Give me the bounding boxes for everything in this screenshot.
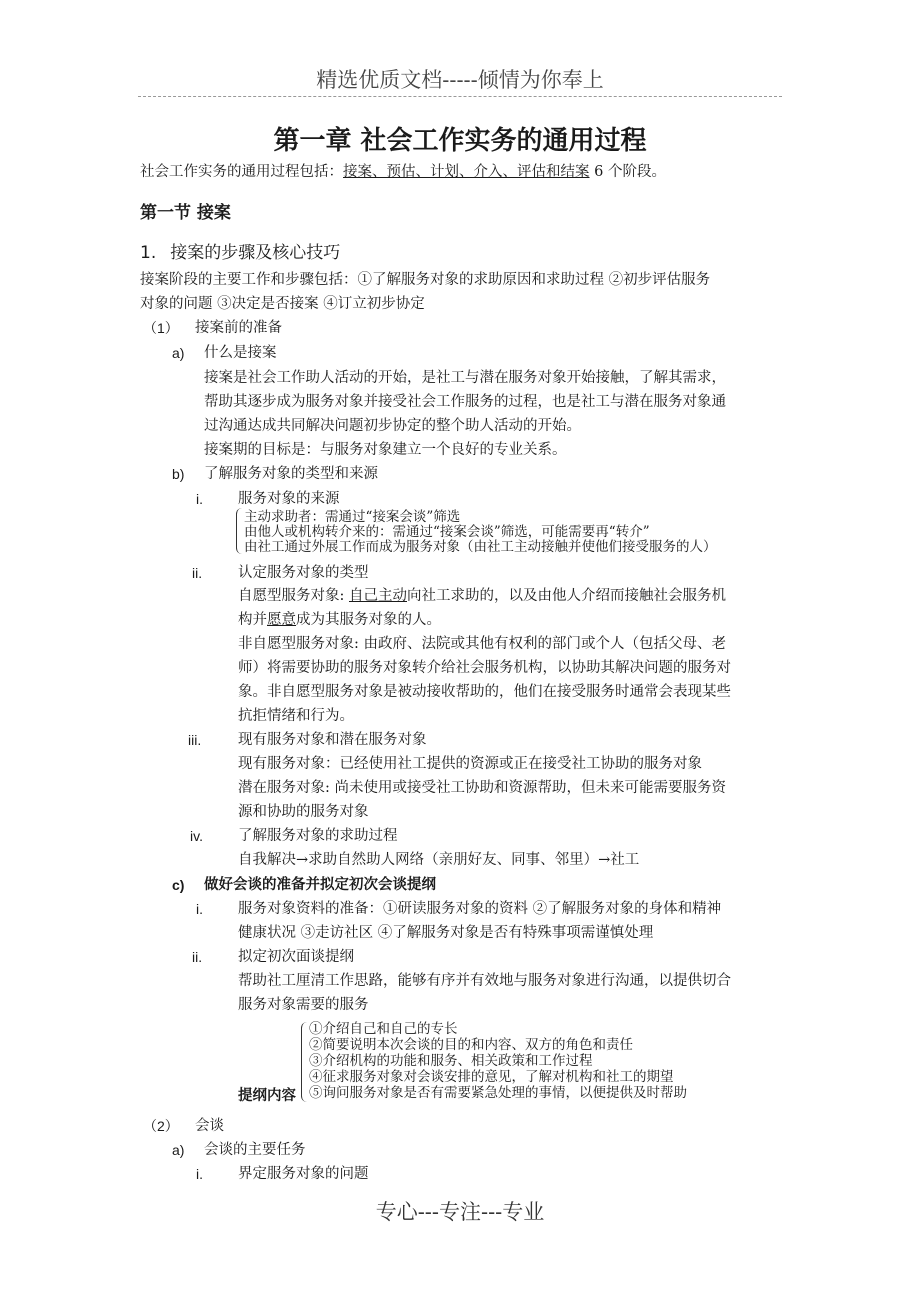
outline-label: 提纲内容 <box>238 1088 296 1104</box>
involuntary-line-3: 象。非自愿型服务对象是被动接收帮助的，他们在接受服务时通常会表现某些 <box>238 684 731 700</box>
part-2-title: 会谈 <box>195 1118 224 1134</box>
sources-brace <box>236 508 244 554</box>
voluntary-line-2 <box>238 608 441 632</box>
item-c-ii-line-1: 帮助社工厘清工作思路，能够有序并有效地与服务对象进行沟通，以提供切合 <box>238 973 731 989</box>
item-c-i-line-2: 健康状况 ③走访社区 ④了解服务对象是否有特殊事项需谨慎处理 <box>238 925 654 941</box>
item-b-iv-title: 了解服务对象的求助过程 <box>238 828 398 844</box>
section-title: 第一节 接案 <box>140 203 231 223</box>
item-c-ii-line-2: 服务对象需要的服务 <box>238 997 369 1013</box>
item-a2-i-marker: i. <box>196 1166 203 1182</box>
potential-client-line-1: 潜在服务对象: 尚未使用或接受社工协助和资源帮助，但未来可能需要服务资 <box>238 780 726 796</box>
voluntary-underline-1: 自己主动 <box>349 588 407 604</box>
item-c-i-marker: i. <box>196 901 203 917</box>
voluntary-line-1 <box>238 584 726 608</box>
intro-suffix: 6 个阶段。 <box>589 164 666 180</box>
voluntary-text-1: 向社工求助的，以及由他人介绍而接触社会服务机 <box>407 588 726 604</box>
chapter-title: 第一章 社会工作实务的通用过程 <box>273 126 647 156</box>
item-b-iv-marker: iv. <box>190 828 203 844</box>
item-a2-i-title: 界定服务对象的问题 <box>238 1166 369 1182</box>
subsection-number: 1. <box>140 243 157 263</box>
intro-stages: 接案、预估、计划、介入、评估和结案 <box>343 164 590 180</box>
outline-item-4: ④征求服务对象对会谈安排的意见，了解对机构和社工的期望 <box>309 1069 674 1085</box>
item-b-title: 了解服务对象的类型和来源 <box>204 466 378 482</box>
subsection-title <box>140 238 340 263</box>
outline-item-2: ②简要说明本次会谈的目的和内容、双方的角色和责任 <box>309 1037 633 1053</box>
voluntary-underline-2: 愿意 <box>267 612 296 628</box>
item-c-ii-title: 拟定初次面谈提纲 <box>238 949 354 965</box>
part-1-title: 接案前的准备 <box>195 320 282 336</box>
item-a-goal: 接案期的目标是：与服务对象建立一个良好的专业关系。 <box>204 442 567 458</box>
intro-prefix: 社会工作实务的通用过程包括： <box>140 164 343 180</box>
current-client-line: 现有服务对象：已经使用社工提供的资源或正在接受社工协助的服务对象 <box>238 756 702 772</box>
outline-item-3: ③介绍机构的功能和服务、相关政策和工作过程 <box>309 1053 593 1069</box>
item-a-marker: a) <box>172 345 185 361</box>
item-c-marker: c) <box>172 877 185 893</box>
item-a2-title: 会谈的主要任务 <box>204 1142 306 1158</box>
item-a-line-1: 接案是社会工作助人活动的开始，是社工与潜在服务对象开始接触，了解其需求， <box>204 370 726 386</box>
outline-item-5: ⑤询问服务对象是否有需要紧急处理的事情，以便提供及时帮助 <box>309 1085 687 1101</box>
page-footer: 专心---专注---专业 <box>375 1200 545 1224</box>
subsection-label: 接案的步骤及核心技巧 <box>170 243 341 263</box>
potential-client-line-2: 源和协助的服务对象 <box>238 804 369 820</box>
item-a2-marker: a) <box>172 1142 185 1158</box>
item-a-line-2: 帮助其逐步成为服务对象并接受社会工作服务的过程，也是社工与潜在服务对象通 <box>204 394 726 410</box>
item-c-ii-marker: ii. <box>192 949 203 965</box>
item-b-iii-marker: iii. <box>188 732 202 748</box>
voluntary-text-2b: 成为其服务对象的人。 <box>296 612 441 628</box>
voluntary-label: 自愿型服务对象: <box>238 588 349 604</box>
header-divider <box>138 96 782 97</box>
source-item-3: 由社工通过外展工作而成为服务对象（由社工主动接触并使他们接受服务的人） <box>244 539 717 555</box>
item-b-ii-title: 认定服务对象的类型 <box>238 565 369 581</box>
item-b-ii-marker: ii. <box>192 565 203 581</box>
involuntary-line-4: 抗拒情绪和行为。 <box>238 708 354 724</box>
voluntary-text-2a: 构并 <box>238 612 267 628</box>
steps-line-2: 对象的问题 ③决定是否接案 ④订立初步协定 <box>140 296 425 312</box>
source-item-1: 主动求助者：需通过“接案会谈”筛选 <box>244 509 461 525</box>
part-2-number: （2） <box>143 1118 179 1134</box>
item-b-marker: b) <box>172 466 185 482</box>
outline-brace <box>301 1022 309 1102</box>
intro-paragraph <box>140 160 666 184</box>
steps-line-1: 接案阶段的主要工作和步骤包括：①了解服务对象的求助原因和求助过程 ②初步评估服务 <box>140 272 711 288</box>
item-b-i-marker: i. <box>196 491 203 507</box>
item-a-line-3: 过沟通达成共同解决问题初步协定的整个助人活动的开始。 <box>204 418 581 434</box>
item-c-i-line-1: 服务对象资料的准备：①研读服务对象的资料 ②了解服务对象的身体和精神 <box>238 901 722 917</box>
involuntary-line-1: 非自愿型服务对象: 由政府、法院或其他有权利的部门或个人（包括父母、老 <box>238 636 726 652</box>
part-1-number: （1） <box>143 320 179 336</box>
item-c-title: 做好会谈的准备并拟定初次会谈提纲 <box>204 877 436 893</box>
item-b-i-title: 服务对象的来源 <box>238 491 340 507</box>
item-b-iii-title: 现有服务对象和潜在服务对象 <box>238 732 427 748</box>
source-item-2: 由他人或机构转介来的：需通过“接案会谈”筛选，可能需要再“转介” <box>244 524 650 540</box>
involuntary-line-2: 师）将需要协助的服务对象转介给社会服务机构，以协助其解决问题的服务对 <box>238 660 731 676</box>
outline-item-1: ①介绍自己和自己的专长 <box>309 1021 458 1037</box>
help-seeking-flow: 自我解决→求助自然助人网络（亲朋好友、同事、邻里）→社工 <box>238 852 640 868</box>
page-header: 精选优质文档-----倾情为你奉上 <box>316 68 604 92</box>
item-a-title: 什么是接案 <box>204 345 277 361</box>
